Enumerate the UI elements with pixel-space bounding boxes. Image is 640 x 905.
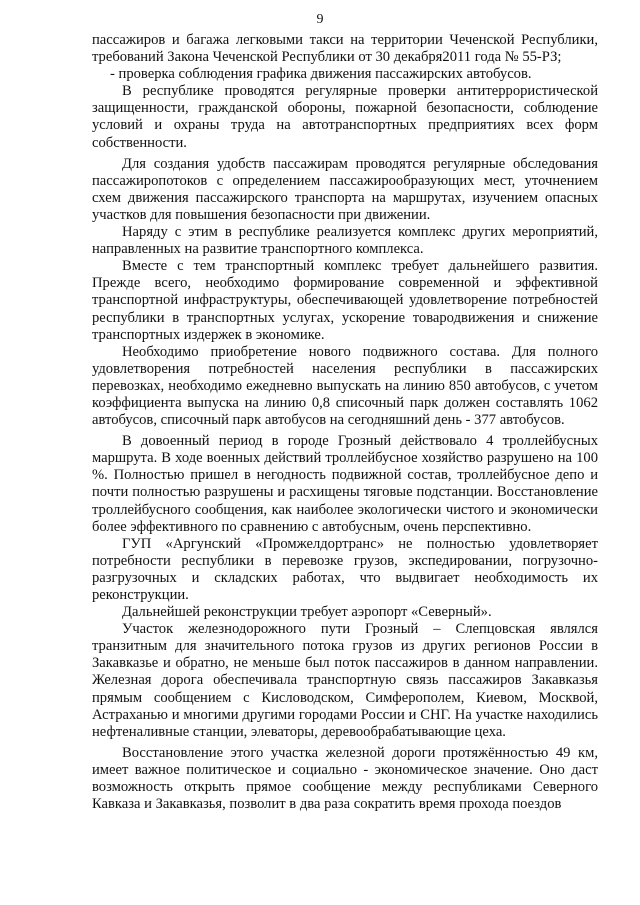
- document-body: [92, 32, 598, 813]
- paragraph-airport: Дальнейшей реконструкции требует аэропорт «Северный».: [122, 604, 492, 621]
- paragraph-complex-measures: Наряду с этим в республике реализуется комплекс других мероприятий, направленных на развитие транспортного комплекса.: [92, 224, 598, 258]
- list-item-bus-schedule-check: - проверка соблюдения графика движения пассажирских автобусов.: [110, 66, 532, 83]
- page-number: 9: [316, 12, 324, 27]
- paragraph-taxi-requirements: пассажиров и багажа легковыми такси на территории Чеченской Республики, требований Закона Чеченской Республики от 30 декабря2011 года № 55-РЗ;: [92, 32, 598, 66]
- paragraph-infrastructure-development: Вместе с тем транспортный комплекс требует дальнейшего развития. Прежде всего, необходимо формирование современной и эффективной транспортной инфраструктуры, обеспечивающей удовлетворение потребностей республики в транспортных услугах, ускорение товародвижения и снижение транспортных издержек в экономике.: [92, 258, 598, 343]
- paragraph-rolling-stock: Необходимо приобретение нового подвижного состава. Для полного удовлетворения потребностей населения республики в пассажирских перевозках, необходимо ежедневно выпускать на линию 850 автобусов, с учетом коэффициента выпуска на линию 0,8 списочный парк должен составлять 1062 автобусов, списочный парк автобусов на сегодняшний день - 377 автобусов.: [92, 343, 598, 429]
- paragraph-passenger-flow-surveys: Для создания удобств пассажирам проводятся регулярные обследования пассажиропотоков с определением пассажирообразующих мест, уточнением схем движения пассажирского транспорта на маршрутах, изучением опасных участков для повышения безопасности при движении.: [92, 155, 598, 223]
- paragraph-inspections: В республике проводятся регулярные проверки антитеррористической защищенности, гражданской обороны, пожарной безопасности, соблюдение условий и охраны труда на автотранспортных предприятиях всех форм собственности.: [92, 83, 598, 151]
- paragraph-railway-section: Участок железнодорожного пути Грозный – Слепцовская являлся транзитным для значительного потока грузов из других регионов России в Закавказье и обратно, не меньше был поток пассажиров в данном направлении. Железная дорога обеспечивала транспортную связь пассажиров Закавказья прямым сообщением с Кисловодском, Симферополем, Киевом, Москвой, Астраханью и многими другими городами России и СНГ. На участке находились нефтеналивные станции, элеваторы, деревообрабатывающие цеха.: [92, 621, 598, 740]
- paragraph-railway-restoration: Восстановление этого участка железной дороги протяжённостью 49 км, имеет важное политическое и социально - экономическое значение. Оно даст возможность открыть прямое сообщение между республиками Северного Кавказа и Закавказья, позволит в два раза сократить время прохода поездов: [92, 744, 598, 813]
- paragraph-promzheldortrans: ГУП «Аргунский «Промжелдортранс» не полностью удовлетворяет потребности республики в перевозке грузов, экспедировании, погрузочно-разгрузочных и складских работах, что выдвигает необходимость их реконструкции.: [92, 535, 598, 603]
- paragraph-trolleybus: В довоенный период в городе Грозный действовало 4 троллейбусных маршрута. В ходе военных действий троллейбусное хозяйство разрушено на 100 %. Полностью пришел в негодность подвижной состав, троллейбусное депо и почти полностью разрушены и расхищены тяговые подстанции. Восстановление троллейбусного сообщения, как наиболее экологически чистого и экономически более эффективного по сравнению с автобусным, очень перспективно.: [92, 433, 598, 535]
